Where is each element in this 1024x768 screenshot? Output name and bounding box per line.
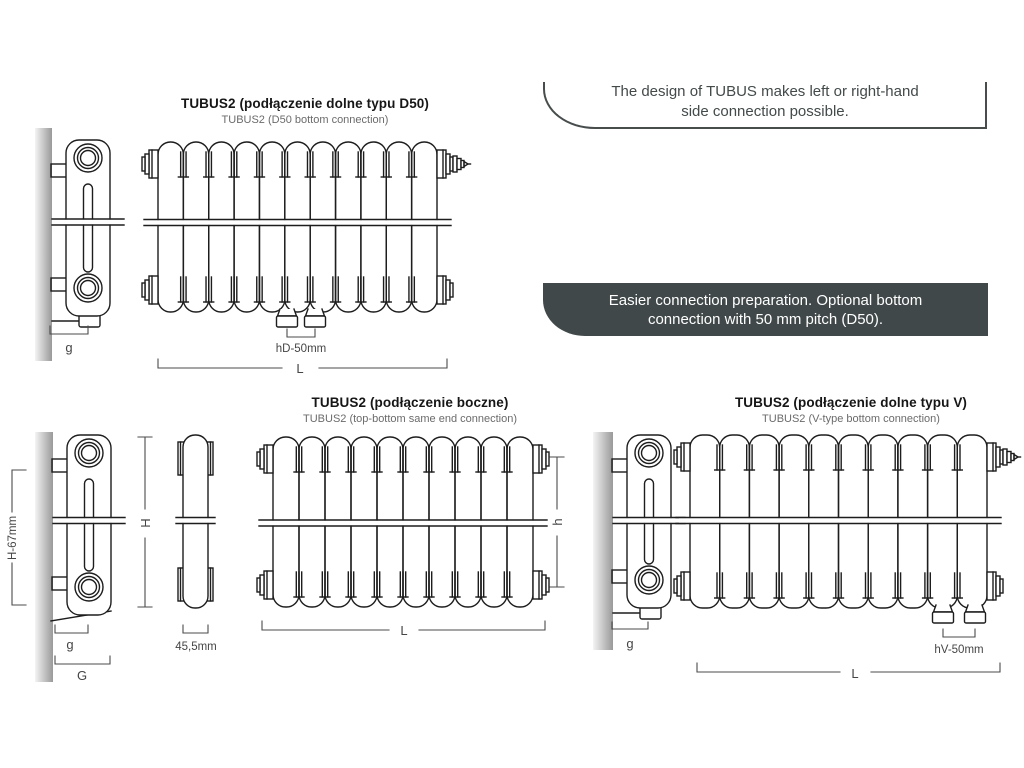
vtype-title: TUBUS2 (podłączenie dolne typu V): [734, 395, 968, 410]
dim-label-boczne-G: G: [76, 668, 88, 683]
dim-label-boczne-h67: H-67mm: [7, 515, 19, 561]
dim-line-boczne-depth: [183, 625, 208, 633]
dim-label-d50-hd50: hD-50mm: [275, 343, 327, 355]
boczne-subtitle: TUBUS2 (top-bottom same end connection): [303, 413, 517, 425]
banner-line1: Easier connection preparation. Optional bottom: [608, 291, 923, 309]
dim-line-boczne-g: [55, 625, 88, 633]
vtype-dimensions: [612, 622, 1000, 681]
dim-label-boczne-g: g: [66, 637, 74, 652]
d50-dimensions: [50, 326, 447, 376]
dim-label-vtype-length: L: [851, 666, 859, 681]
vtype-subtitle: TUBUS2 (V-type bottom connection): [762, 413, 940, 425]
dim-line-vtype-length: [697, 663, 1000, 672]
dim-label-vtype-hv50: hV-50mm: [934, 644, 984, 656]
vtype-front-view-drawing: [674, 435, 1021, 623]
dim-label-vtype-g: g: [626, 636, 634, 651]
dim-line-boczne-G: [55, 656, 110, 664]
dim-label-boczne-height: H: [138, 518, 153, 528]
boczne-column-profile-drawing: [176, 435, 215, 608]
bubble-line1: The design of TUBUS makes left or right-hand: [611, 82, 919, 100]
d50-front-view-drawing: [142, 142, 471, 327]
d50-side-view-drawing: [35, 128, 124, 361]
dim-line-vtype-g: [612, 622, 648, 629]
boczne-front-view-drawing: [257, 437, 549, 607]
dim-label-boczne-h: h: [550, 518, 565, 526]
boczne-title: TUBUS2 (podłączenie boczne): [311, 395, 509, 410]
vtype-side-view-drawing: [593, 432, 685, 650]
dim-label-d50-g: g: [65, 340, 73, 355]
dim-label-boczne-length: L: [400, 623, 408, 638]
dim-label-d50-length: L: [296, 361, 304, 376]
d50-title: TUBUS2 (podłączenie dolne typu D50): [180, 96, 430, 111]
bubble-line2: side connection possible.: [681, 102, 849, 120]
d50-subtitle: TUBUS2 (D50 bottom connection): [221, 114, 389, 126]
dim-label-boczne-depth: 45,5mm: [175, 641, 217, 653]
boczne-side-view-drawing: [35, 432, 125, 682]
banner-line2: connection with 50 mm pitch (D50).: [647, 310, 884, 328]
dim-line-d50-hd50: [287, 329, 315, 337]
dim-line-vtype-hv50: [943, 629, 975, 637]
